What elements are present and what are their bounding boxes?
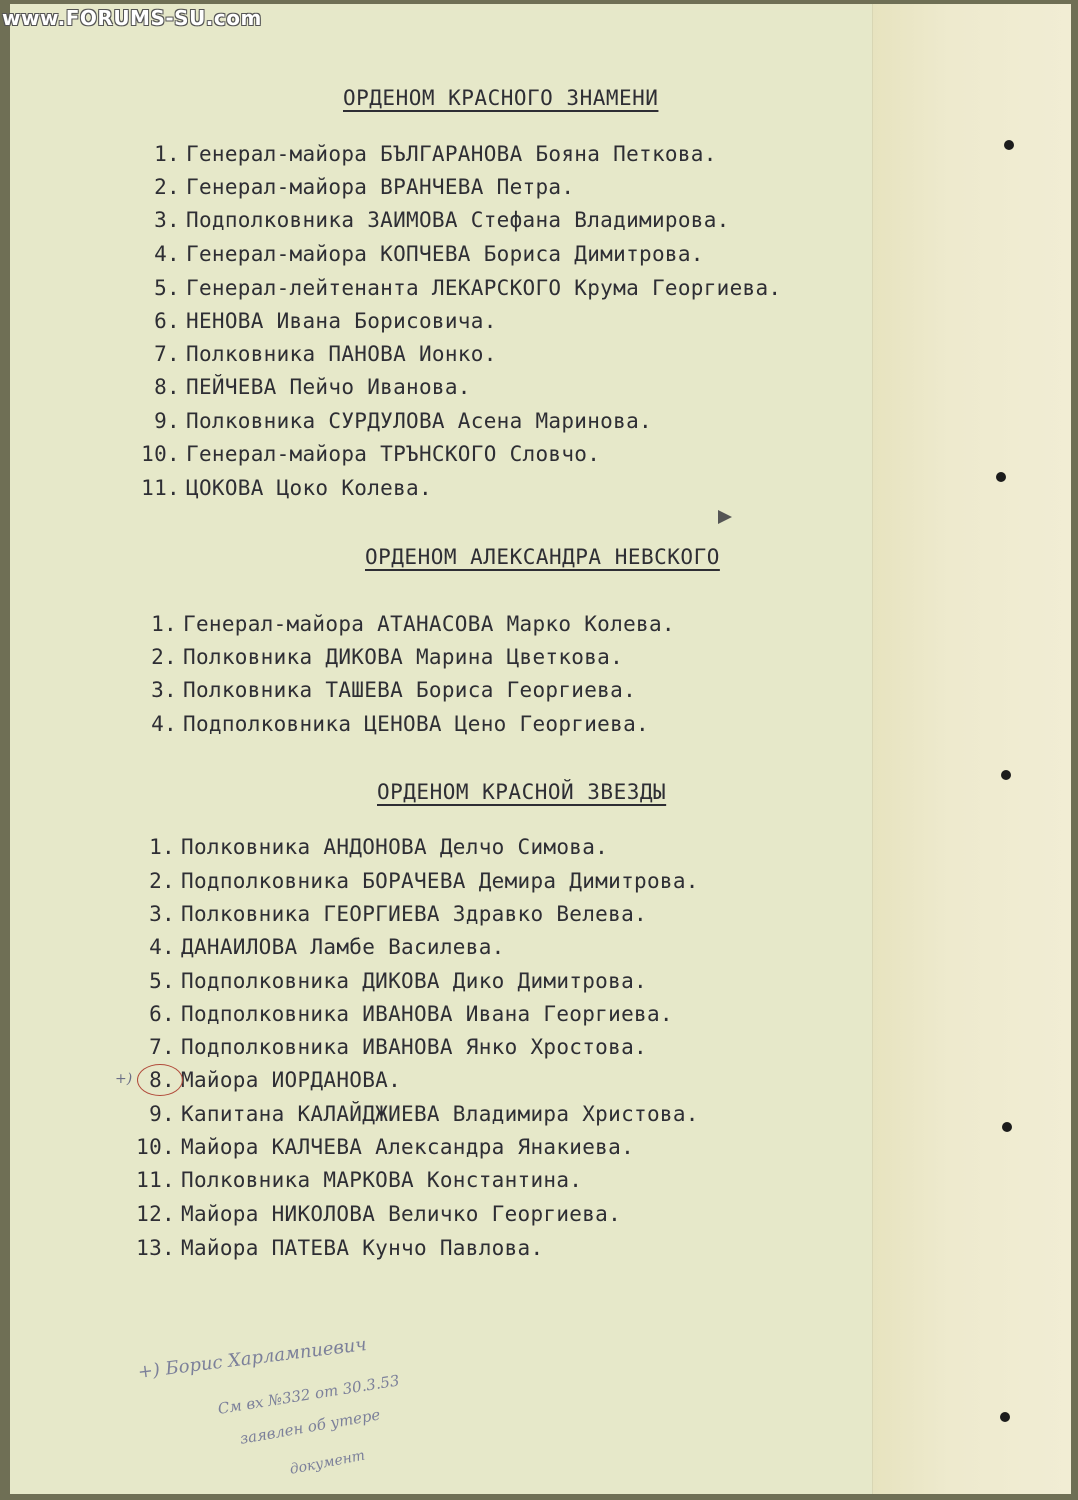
item-number: 6. xyxy=(154,309,180,333)
item-number: 4. xyxy=(151,712,177,736)
handwritten-note-line: +) Борис Харлампиевич xyxy=(136,1334,368,1383)
list-item xyxy=(130,242,704,266)
item-text: НЕНОВА Ивана Борисовича. xyxy=(186,309,497,333)
list-item xyxy=(127,678,636,702)
item-number: 1. xyxy=(149,835,175,859)
list-item xyxy=(130,142,717,166)
handwritten-note-line: документ xyxy=(288,1447,367,1478)
item-text: Капитана КАЛАЙДЖИЕВА Владимира Христова. xyxy=(181,1102,699,1126)
item-number: 8. xyxy=(154,375,180,399)
item-number: 3. xyxy=(151,678,177,702)
item-number: 2. xyxy=(154,175,180,199)
list-item xyxy=(127,612,675,636)
punch-hole-icon xyxy=(1001,770,1011,780)
section-heading-red-banner: ОРДЕНОМ КРАСНОГО ЗНАМЕНИ xyxy=(343,86,659,110)
item-number: 9. xyxy=(154,409,180,433)
item-number: 13. xyxy=(136,1236,175,1260)
section-heading-red-star: ОРДЕНОМ КРАСНОЙ ЗВЕЗДЫ xyxy=(377,780,667,804)
item-number-circled: 8. xyxy=(125,1068,175,1092)
list-item xyxy=(127,712,649,736)
list-item xyxy=(125,1168,582,1192)
item-number: 7. xyxy=(149,1035,175,1059)
item-text: Полковника ГЕОРГИЕВА Здравко Велева. xyxy=(181,902,647,926)
item-text: ПЕЙЧЕВА Пейчо Иванова. xyxy=(186,375,471,399)
item-text: Подполковника ЦЕНОВА Цено Георгиева. xyxy=(183,712,649,736)
list-item xyxy=(130,175,574,199)
list-item xyxy=(130,342,497,366)
item-text: Подполковника БОРАЧЕВА Демира Димитрова. xyxy=(181,869,699,893)
item-text: Генерал-майора ТРЪНСКОГО Словчо. xyxy=(186,442,601,466)
list-item xyxy=(125,1135,634,1159)
item-text: Генерал-майора АТАНАСОВА Марко Колева. xyxy=(183,612,675,636)
item-number: 10. xyxy=(141,442,180,466)
item-number: 6. xyxy=(149,1002,175,1026)
item-number: 3. xyxy=(154,208,180,232)
section-heading-alexander-nevsky: ОРДЕНОМ АЛЕКСАНДРА НЕВСКОГО xyxy=(365,545,720,569)
item-number: 1. xyxy=(151,612,177,636)
item-text: ЦОКОВА Цоко Колева. xyxy=(186,476,432,500)
list-item xyxy=(130,276,781,300)
list-item xyxy=(125,1002,673,1026)
list-item xyxy=(127,645,623,669)
item-text: Подполковника ИВАНОВА Янко Хростова. xyxy=(181,1035,647,1059)
item-text: Генерал-майора ВРАНЧЕВА Петра. xyxy=(186,175,575,199)
item-number: 1. xyxy=(154,142,180,166)
list-item xyxy=(130,309,497,333)
item-text: Майора ПАТЕВА Кунчо Павлова. xyxy=(181,1236,544,1260)
item-text: ДАНАИЛОВА Ламбе Василева. xyxy=(181,935,505,959)
item-text: Майора КАЛЧЕВА Александра Янакиева. xyxy=(181,1135,635,1159)
item-text: Генерал-майора КОПЧЕВА Бориса Димитрова. xyxy=(186,242,704,266)
item-number: 2. xyxy=(149,869,175,893)
item-number: 7. xyxy=(154,342,180,366)
list-item xyxy=(130,409,652,433)
list-item xyxy=(130,442,600,466)
item-text: Полковника АНДОНОВА Делчо Симова. xyxy=(181,835,609,859)
list-item xyxy=(125,1236,543,1260)
punch-hole-icon xyxy=(996,472,1006,482)
punch-hole-icon xyxy=(1000,1412,1010,1422)
item-text: Генерал-майора БЪЛГАРАНОВА Бояна Петкова. xyxy=(186,142,717,166)
list-item xyxy=(125,835,608,859)
item-number: 4. xyxy=(149,935,175,959)
item-number: 2. xyxy=(151,645,177,669)
item-number: 9. xyxy=(149,1102,175,1126)
punch-hole-icon xyxy=(1002,1122,1012,1132)
item-text: Подполковника ЗАИМОВА Стефана Владимирова. xyxy=(186,208,730,232)
list-item xyxy=(125,1035,647,1059)
list-item-circled xyxy=(125,1068,401,1092)
item-text: Подполковника ИВАНОВА Ивана Георгиева. xyxy=(181,1002,673,1026)
handwritten-note-line: заявлен об утере xyxy=(238,1405,382,1448)
item-text: Генерал-лейтенанта ЛЕКАРСКОГО Крума Георгиева. xyxy=(186,276,782,300)
site-watermark: www.FORUMS-SU.com xyxy=(2,6,262,30)
item-number: 12. xyxy=(136,1202,175,1226)
item-text: Подполковника ДИКОВА Дико Димитрова. xyxy=(181,969,647,993)
paper-mark-icon xyxy=(718,510,732,524)
list-item xyxy=(125,935,505,959)
list-item xyxy=(125,969,647,993)
list-item xyxy=(125,902,647,926)
item-text: Полковника МАРКОВА Константина. xyxy=(181,1168,583,1192)
item-text: Полковника ТАШЕВА Бориса Георгиева. xyxy=(183,678,637,702)
item-text: Майора НИКОЛОВА Величко Георгиева. xyxy=(181,1202,622,1226)
item-number: 4. xyxy=(154,242,180,266)
item-number: 11. xyxy=(136,1168,175,1192)
item-text: Полковника ПАНОВА Ионко. xyxy=(186,342,497,366)
list-item xyxy=(130,476,432,500)
item-number: 11. xyxy=(141,476,180,500)
item-text: Майора ИОРДАНОВА. xyxy=(181,1068,402,1092)
margin-plus-mark: +) xyxy=(115,1071,133,1087)
item-text: Полковника ДИКОВА Марина Цветкова. xyxy=(183,645,624,669)
handwritten-note-line: См вх №332 от 30.3.53 xyxy=(216,1371,401,1418)
list-item xyxy=(125,1102,699,1126)
list-item xyxy=(130,375,471,399)
list-item xyxy=(125,869,699,893)
item-number: 5. xyxy=(149,969,175,993)
item-number: 3. xyxy=(149,902,175,926)
list-item xyxy=(125,1202,621,1226)
item-text: Полковника СУРДУЛОВА Асена Маринова. xyxy=(186,409,652,433)
punch-hole-icon xyxy=(1004,140,1014,150)
item-number: 10. xyxy=(136,1135,175,1159)
list-item xyxy=(130,208,730,232)
item-number: 5. xyxy=(154,276,180,300)
paper-margin-strip xyxy=(872,4,1071,1494)
